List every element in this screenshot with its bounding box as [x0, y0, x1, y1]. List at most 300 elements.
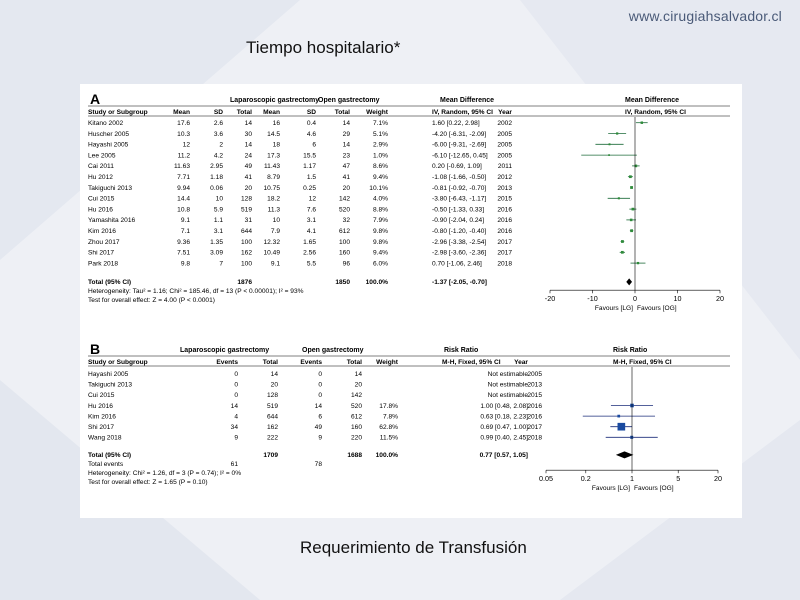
effect-square: [637, 262, 639, 264]
weight: 8.6%: [372, 163, 388, 171]
lap-sd: 2: [219, 141, 223, 149]
ci-text: -0.90 [-2.04, 0.24]: [432, 217, 485, 225]
ci-text: 0.99 [0.40, 2.45]: [480, 434, 528, 442]
open-mean: 10.75: [263, 184, 280, 192]
weight: 1.0%: [372, 152, 388, 160]
ci-text: -6.10 [-12.65, 0.45]: [432, 152, 488, 160]
open-sd: 4.6: [306, 130, 316, 138]
lap-mean: 10.3: [177, 130, 190, 138]
table-rows-b: [88, 371, 542, 486]
weight: 17.8%: [379, 402, 398, 410]
lap-events: 9: [234, 434, 238, 442]
group-header-md-plot-a: Mean Difference: [625, 97, 680, 104]
lap-sd: 3.1: [213, 228, 223, 235]
year: 2013: [527, 381, 542, 389]
open-sd: 15.5: [303, 152, 316, 160]
open-mean: 16: [272, 120, 280, 127]
overall-effect-text: Test for overall effect: Z = 4.00 (P < 0.0001): [88, 297, 215, 305]
open-total: 142: [350, 392, 362, 400]
ci-text: 0.63 [0.18, 2.23]: [480, 413, 528, 421]
lap-total: 14: [244, 120, 252, 127]
year: 2005: [527, 371, 542, 378]
column-header: Year: [514, 359, 528, 366]
column-header: Total: [236, 109, 252, 116]
group-header-md-a: Mean Difference: [440, 97, 495, 104]
lap-total: 31: [244, 217, 252, 225]
lap-total: 128: [240, 195, 252, 203]
total-row: [88, 279, 487, 286]
open-total: 220: [350, 434, 362, 442]
open-sd: 1.65: [303, 238, 316, 246]
lap-sd: 2.95: [210, 163, 223, 171]
year: 2002: [497, 120, 512, 127]
column-header: IV, Random, 95% CI: [432, 109, 493, 116]
lap-total: 20: [244, 184, 252, 192]
weight: 8.8%: [372, 206, 388, 214]
ci-text: -0.50 [-1.33, 0.33]: [432, 206, 485, 214]
lap-events: 0: [234, 371, 238, 378]
study-name: Takiguchi 2013: [88, 184, 132, 192]
lap-sd: 1.18: [210, 174, 223, 181]
ci-text: Not estimable: [487, 381, 528, 389]
total-events-row: [88, 461, 322, 468]
year: 2013: [497, 184, 512, 192]
ci-text: -0.80 [-1.20, -0.40]: [432, 228, 487, 235]
lap-sd: 10: [215, 195, 223, 203]
open-total: 142: [338, 195, 350, 203]
open-mean: 11.43: [263, 163, 280, 171]
weight: 10.1%: [369, 184, 388, 192]
ci-text: -2.98 [-3.60, -2.36]: [432, 249, 487, 257]
study-name: Shi 2017: [88, 249, 115, 257]
year: 2016: [497, 217, 512, 225]
table-row: [88, 250, 512, 257]
ci-text: 1.60 [0.22, 2.98]: [432, 120, 480, 127]
open-total: 612: [350, 413, 362, 421]
effect-square: [629, 175, 632, 178]
panel-label-b: B: [90, 341, 101, 357]
open-sd: 3.1: [306, 217, 316, 225]
favours-right-label: Favours [OG]: [637, 305, 677, 313]
study-name: Kim 2016: [88, 413, 116, 421]
ci-text: -3.80 [-6.43, -1.17]: [432, 195, 487, 203]
weight: 5.1%: [372, 130, 388, 138]
open-mean: 12.32: [263, 238, 280, 246]
study-name: Cai 2011: [88, 163, 114, 171]
study-name: Kitano 2002: [88, 120, 124, 127]
study-name: Park 2018: [88, 260, 119, 268]
ci-text: 0.69 [0.47, 1.00]: [480, 424, 528, 431]
lap-total: 519: [240, 206, 252, 214]
open-sd: 5.5: [306, 260, 316, 268]
open-total: 23: [342, 152, 350, 160]
effect-square: [609, 143, 611, 145]
lap-sd: 3.6: [213, 130, 223, 138]
open-mean: 8.79: [267, 174, 280, 181]
lap-total: 41: [244, 174, 252, 181]
study-name: Wang 2018: [88, 434, 122, 442]
table-row: [88, 260, 512, 267]
column-header: Total: [334, 109, 350, 116]
lap-mean: 7.71: [177, 174, 190, 181]
lap-sd: 3.09: [210, 249, 223, 257]
ci-text: 1.00 [0.48, 2.08]: [480, 402, 528, 410]
ci-text: -1.08 [-1.66, -0.50]: [432, 174, 487, 181]
lap-total: 14: [244, 141, 252, 149]
panel-label-a: A: [90, 91, 101, 107]
study-name: Hayashi 2005: [88, 141, 129, 149]
open-sd: 0.25: [303, 184, 316, 192]
ci-text: 0.70 [-1.06, 2.46]: [432, 260, 482, 268]
open-events: 0: [318, 371, 322, 378]
ci-text: -4.20 [-6.31, -2.09]: [432, 130, 487, 138]
lap-sd: 1.1: [213, 217, 223, 225]
effect-square: [621, 251, 624, 254]
effect-square: [630, 186, 633, 189]
year: 2017: [497, 249, 512, 257]
lap-total: 30: [244, 130, 252, 138]
lap-mean: 11.2: [177, 152, 190, 160]
table-row: [88, 206, 512, 213]
heterogeneity-text: Heterogeneity: Tau² = 1.16; Chi² = 185.46, df = 13 (P < 0.00001); I² = 93%: [88, 288, 304, 296]
effect-square: [618, 423, 626, 431]
open-events: 14: [314, 402, 322, 410]
effect-square: [632, 208, 635, 211]
total-row: [88, 452, 528, 459]
weight: 9.8%: [372, 238, 388, 246]
lap-total: 24: [244, 152, 252, 160]
weight: 62.8%: [379, 424, 398, 431]
open-events: 6: [318, 413, 322, 421]
total-label: Total (95% CI): [88, 452, 132, 460]
effect-square: [618, 197, 620, 199]
ci-text: -0.81 [-0.92, -0.70]: [432, 184, 487, 192]
weight: 7.1%: [372, 120, 388, 127]
column-header: SD: [306, 109, 316, 116]
column-header: Events: [300, 359, 322, 366]
year: 2016: [497, 228, 512, 235]
open-total: 20: [354, 381, 362, 389]
effect-square: [630, 229, 633, 232]
lap-mean: 9.8: [180, 260, 190, 268]
open-mean: 7.9: [270, 228, 280, 235]
open-total: 1850: [335, 279, 350, 287]
x-tick-label: 1: [630, 474, 634, 484]
table-row: [88, 163, 512, 170]
table-row: [88, 413, 542, 420]
lap-mean: 9.94: [177, 184, 190, 192]
lap-total: 49: [244, 163, 252, 171]
lap-sd: 4.2: [213, 152, 223, 160]
open-total: 32: [342, 217, 350, 225]
open-events: 0: [318, 381, 322, 389]
open-sd: 12: [308, 195, 316, 203]
lap-sd: 1.35: [210, 238, 223, 246]
table-row: [88, 217, 512, 224]
year: 2015: [497, 195, 512, 203]
column-header: Events: [216, 359, 238, 366]
year: 2016: [527, 413, 542, 421]
open-mean: 9.1: [270, 260, 280, 268]
table-row: [88, 371, 542, 378]
year: 2005: [497, 141, 512, 149]
table-row: [88, 228, 512, 235]
table-row: [88, 392, 542, 399]
open-total: 29: [342, 130, 350, 138]
open-mean: 10: [272, 217, 280, 225]
study-name: Hu 2012: [88, 174, 113, 181]
open-mean: 14.5: [267, 130, 280, 138]
open-events: 9: [318, 434, 322, 442]
open-total: 47: [342, 163, 350, 171]
study-name: Takiguchi 2013: [88, 381, 132, 389]
study-name: Cui 2015: [88, 195, 115, 203]
weight: 9.4%: [372, 249, 388, 257]
lap-total: 20: [270, 381, 278, 389]
year: 2018: [497, 260, 512, 268]
lap-mean: 7.51: [177, 249, 190, 257]
column-header: SD: [213, 109, 223, 116]
weight: 7.9%: [372, 217, 388, 225]
forest-plot-panel: [80, 84, 742, 518]
x-tick-label: 10: [673, 294, 682, 304]
total-label: Total (95% CI): [88, 279, 132, 287]
open-sd: 4.1: [306, 228, 316, 235]
table-row: [88, 120, 512, 127]
lap-total: 644: [266, 413, 278, 421]
column-header: M-H, Fixed, 95% CI: [442, 359, 501, 366]
lap-sd: 5.9: [213, 206, 223, 214]
table-rows-a: [88, 120, 512, 304]
lap-total: 1876: [237, 279, 252, 287]
x-tick-label: 0.05: [539, 474, 553, 484]
year: 2011: [497, 163, 512, 171]
lap-mean: 10.8: [177, 206, 190, 214]
lap-total: 1709: [263, 452, 278, 460]
weight: 4.0%: [372, 195, 388, 203]
open-mean: 10.49: [263, 249, 280, 257]
open-total: 160: [338, 249, 350, 257]
x-tick-label: 20: [716, 294, 724, 304]
year: 2012: [497, 174, 512, 181]
group-header-lap-b: Laparoscopic gastrectomy: [180, 347, 270, 354]
study-name: Lee 2005: [88, 152, 116, 160]
lap-mean: 9.36: [177, 238, 190, 246]
ci-text: 0.77 [0.57, 1.05]: [479, 452, 528, 460]
summary-diamond: [626, 278, 632, 285]
open-events: 0: [318, 392, 322, 400]
lap-events: 0: [234, 381, 238, 389]
effect-square: [641, 121, 643, 123]
open-total: 41: [342, 174, 350, 181]
open-total: 14: [354, 371, 362, 378]
lap-total: 128: [266, 392, 278, 400]
weight: 100.0%: [365, 279, 388, 287]
weight: 7.8%: [382, 413, 398, 421]
favours-left-label: Favours [LG]: [591, 485, 630, 493]
year: 2015: [527, 392, 542, 400]
open-mean: 18: [272, 141, 280, 149]
lap-mean: 12: [182, 141, 190, 149]
column-header: Total: [262, 359, 278, 366]
lap-mean: 11.63: [173, 163, 190, 171]
column-headers-a: [88, 109, 686, 116]
lap-mean: 17.6: [177, 120, 190, 127]
column-header: Mean: [173, 109, 190, 116]
weight: 100.0%: [375, 452, 398, 460]
weight: 9.8%: [372, 228, 388, 235]
open-total: 520: [338, 206, 350, 214]
site-url[interactable]: www.cirugiahsalvador.cl: [628, 8, 782, 24]
year: 2016: [497, 206, 512, 214]
open-total: 14: [342, 141, 350, 149]
year: 2005: [497, 130, 512, 138]
lap-sd: 0.06: [210, 184, 223, 192]
study-name: Shi 2017: [88, 424, 115, 431]
lap-total: 162: [266, 424, 278, 431]
open-sd: 1.5: [306, 174, 316, 181]
favours-right-label: Favours [OG]: [634, 485, 674, 493]
open-total: 20: [342, 184, 350, 192]
table-row: [88, 403, 542, 410]
lap-events: 14: [230, 402, 238, 410]
open-events: 49: [314, 424, 322, 431]
weight: 6.0%: [372, 260, 388, 268]
lap-sd: 2.6: [213, 120, 223, 127]
open-sd: 2.56: [303, 249, 316, 257]
ci-text: Not estimable: [487, 392, 528, 400]
table-row: [88, 424, 542, 431]
lap-mean: 9.1: [180, 217, 190, 225]
forest-plots: [80, 84, 742, 518]
table-row: [88, 185, 512, 192]
favours-left-label: Favours [LG]: [594, 305, 633, 313]
x-tick-label: 5: [676, 474, 681, 484]
open-sd: 0.4: [306, 120, 316, 127]
effect-square: [621, 240, 624, 243]
lap-events: 34: [230, 424, 238, 431]
table-row: [88, 382, 542, 389]
ci-text: Not estimable: [487, 371, 528, 378]
weight: 2.9%: [372, 141, 388, 149]
column-header: Year: [498, 109, 512, 116]
heterogeneity-text: Heterogeneity: Chi² = 1.26, df = 3 (P = 0.74); I² = 0%: [88, 470, 242, 478]
column-header: M-H, Fixed, 95% CI: [613, 359, 672, 366]
year: 2016: [527, 402, 542, 410]
open-sd: 1.17: [303, 163, 316, 171]
table-row: [88, 142, 512, 149]
column-headers-b: [88, 359, 672, 366]
forest-plot-area-a: [545, 117, 724, 312]
ci-text: -6.00 [-9.31, -2.69]: [432, 141, 487, 149]
study-name: Kim 2016: [88, 228, 116, 235]
study-name: Zhou 2017: [88, 238, 120, 246]
group-header-open-a: Open gastrectomy: [318, 97, 380, 104]
year: 2017: [527, 424, 542, 431]
x-tick-label: 0: [633, 294, 637, 304]
open-events: 78: [314, 461, 322, 469]
open-total: 1688: [347, 452, 362, 460]
group-header-rr-b: Risk Ratio: [444, 347, 479, 354]
year: 2017: [497, 238, 512, 246]
column-header: IV, Random, 95% CI: [625, 109, 686, 116]
effect-square: [608, 154, 610, 156]
group-header-open-b: Open gastrectomy: [302, 347, 364, 354]
open-mean: 11.3: [267, 206, 280, 214]
study-name: Hu 2016: [88, 206, 113, 214]
lap-events: 61: [230, 461, 238, 469]
lap-total: 162: [240, 249, 252, 257]
lap-mean: 7.1: [180, 228, 190, 235]
ci-text: -2.96 [-3.38, -2.54]: [432, 238, 487, 246]
open-total: 14: [342, 120, 350, 127]
table-row: [88, 196, 512, 203]
year: 2018: [527, 434, 542, 442]
group-header-lap-a: Laparoscopic gastrectomy: [230, 97, 320, 104]
forest-plot-b: [88, 341, 730, 492]
lap-total: 222: [266, 434, 278, 442]
study-name: Cui 2015: [88, 392, 115, 400]
open-total: 96: [342, 260, 350, 268]
open-total: 520: [350, 402, 362, 410]
table-row: [88, 152, 512, 159]
table-row: [88, 131, 512, 138]
open-total: 160: [350, 424, 362, 431]
column-header: Weight: [376, 359, 398, 366]
x-tick-label: 20: [714, 474, 722, 484]
column-header: Weight: [366, 109, 388, 116]
open-sd: 7.6: [306, 206, 316, 214]
open-total: 100: [338, 238, 350, 246]
forest-plot-area-b: [539, 367, 722, 492]
summary-diamond: [616, 451, 634, 458]
effect-square: [630, 219, 633, 222]
column-header: Total: [346, 359, 362, 366]
lap-total: 519: [266, 402, 278, 410]
year: 2005: [497, 152, 512, 160]
lap-total: 14: [270, 371, 278, 378]
table-row: [88, 239, 512, 246]
lap-total: 100: [240, 238, 252, 246]
open-mean: 17.3: [267, 152, 280, 160]
weight: 9.4%: [372, 174, 388, 181]
x-tick-label: -20: [544, 294, 556, 304]
overall-effect-text: Test for overall effect: Z = 1.65 (P = 0.10): [88, 479, 208, 487]
slide-title: Tiempo hospitalario*: [246, 38, 401, 57]
slide-subtitle: Requerimiento de Transfusión: [300, 538, 527, 557]
open-sd: 6: [312, 141, 316, 149]
lap-events: 4: [234, 413, 238, 421]
forest-plot-a: [88, 91, 730, 312]
open-mean: 18.2: [267, 195, 280, 203]
x-tick-label: 0.2: [580, 474, 591, 484]
column-header: Study or Subgroup: [88, 109, 148, 116]
table-row: [88, 174, 512, 181]
effect-square: [616, 132, 618, 134]
effect-square: [617, 415, 620, 418]
open-total: 612: [338, 228, 350, 235]
lap-total: 644: [240, 228, 252, 235]
table-row: [88, 435, 542, 442]
study-name: Yamashita 2016: [88, 217, 136, 225]
ci-text: 0.20 [-0.69, 1.09]: [432, 163, 482, 171]
weight: 11.5%: [379, 434, 398, 442]
x-tick-label: -10: [587, 294, 598, 304]
lap-events: 0: [234, 392, 238, 400]
total-events-label: Total events: [88, 461, 124, 469]
group-header-rr-plot-b: Risk Ratio: [613, 347, 648, 354]
study-name: Hayashi 2005: [88, 371, 129, 378]
